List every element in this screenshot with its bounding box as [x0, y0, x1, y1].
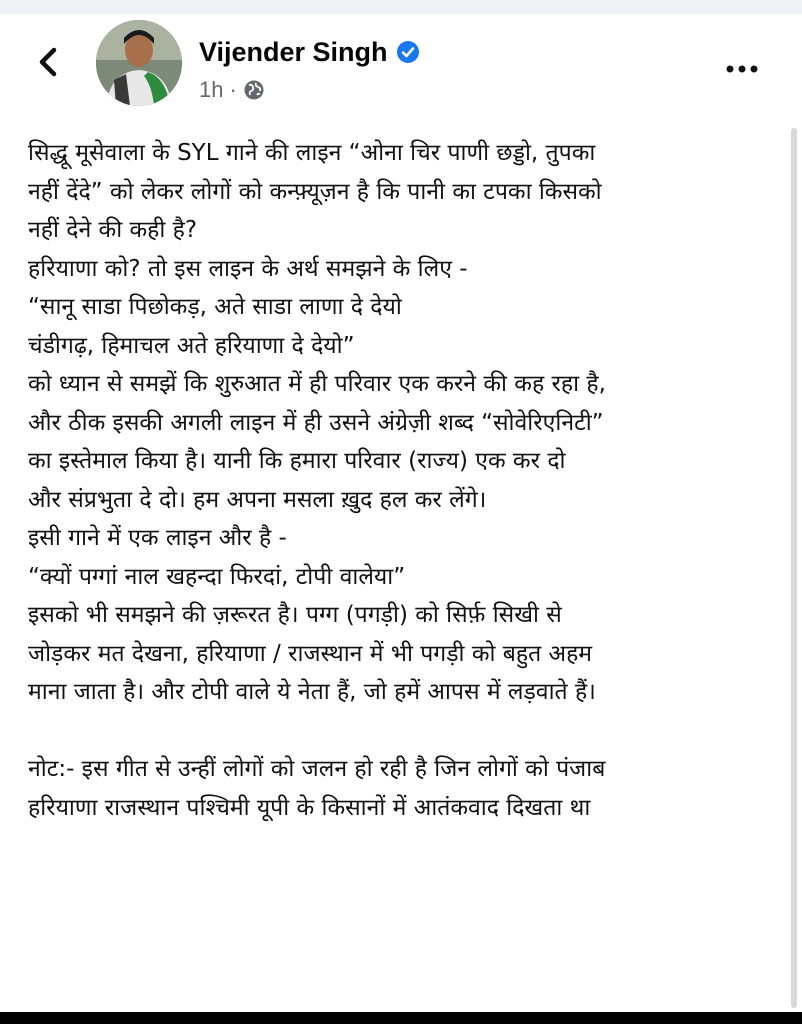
- post-line: और ठीक इसकी अगली लाइन में ही उसने अंग्रेज़ी शब्द “सोवेरिएनिटी”: [28, 409, 604, 436]
- author-row: [199, 36, 420, 68]
- post-line: को ध्यान से समझें कि शुरुआत में ही परिवार एक करने की कह रहा है,: [28, 371, 606, 397]
- globe-icon[interactable]: [243, 79, 265, 101]
- chevron-left-icon: [30, 42, 66, 82]
- meta-separator: ·: [229, 77, 237, 102]
- post-line: “सानू साडा पिछोकड़, अते साडा लाणा दे देयो: [28, 294, 402, 320]
- post-text: [28, 134, 788, 827]
- verified-badge-icon: [396, 40, 420, 64]
- scrollbar[interactable]: [791, 128, 797, 1008]
- post-line: इसको भी समझने की ज़रूरत है। पग्ग (पगड़ी) को सिर्फ़ सिखी से: [28, 602, 562, 628]
- post-line: नहीं देने की कही है?: [28, 217, 198, 243]
- bottom-edge-bar: [0, 1012, 802, 1024]
- timestamp[interactable]: 1h: [199, 77, 224, 102]
- profile-photo: [96, 20, 182, 106]
- avatar[interactable]: [96, 20, 182, 106]
- post-line: माना जाता है। और टोपी वाले ये नेता हैं, जो हमें आपस में लड़वाते हैं।: [28, 679, 596, 705]
- post-meta: [199, 76, 265, 104]
- post-line: हरियाणा को? तो इस लाइन के अर्थ समझने के लिए -: [28, 255, 468, 282]
- post-line: जोड़कर मत देखना, हरियाणा / राजस्थान में भी पगड़ी को बहुत अहम: [28, 640, 593, 667]
- post-line: इसी गाने में एक लाइन और है -: [28, 525, 287, 551]
- post-line-blank: [28, 712, 788, 751]
- post-line: चंडीगढ़, हिमाचल अते हरियाणा दे देयो”: [28, 332, 355, 359]
- post-line: और संप्रभुता दे दो। हम अपना मसला ख़ुद हल कर लेंगे।: [28, 486, 487, 513]
- post-line: हरियाणा राजस्थान पश्चिमी यूपी के किसानों में आतंकवाद दिखता था: [28, 794, 591, 821]
- post-line: “क्यों पग्गां नाल खहन्दा फिरदां, टोपी वालेया”: [28, 563, 406, 590]
- author-name[interactable]: Vijender Singh: [199, 36, 388, 67]
- more-options-button[interactable]: [712, 54, 772, 84]
- back-button[interactable]: [30, 42, 66, 82]
- post-header: [0, 14, 802, 114]
- post-line: सिद्धू मूसेवाला के SYL गाने की लाइन “ओना चिर पाणी छड्डो, तुपका: [28, 140, 596, 166]
- post-line: नहीं देंदे” को लेकर लोगों को कन्फ़्यूज़न है कि पानी का टपका किसको: [28, 178, 602, 205]
- post-line: नोट:- इस गीत से उन्हीं लोगों को जलन हो रही है जिन लोगों को पंजाब: [28, 756, 606, 782]
- status-strip: [0, 0, 802, 14]
- more-horizontal-icon: [712, 54, 772, 84]
- post-line: का इस्तेमाल किया है। यानी कि हमारा परिवार (राज्य) एक कर दो: [28, 448, 566, 474]
